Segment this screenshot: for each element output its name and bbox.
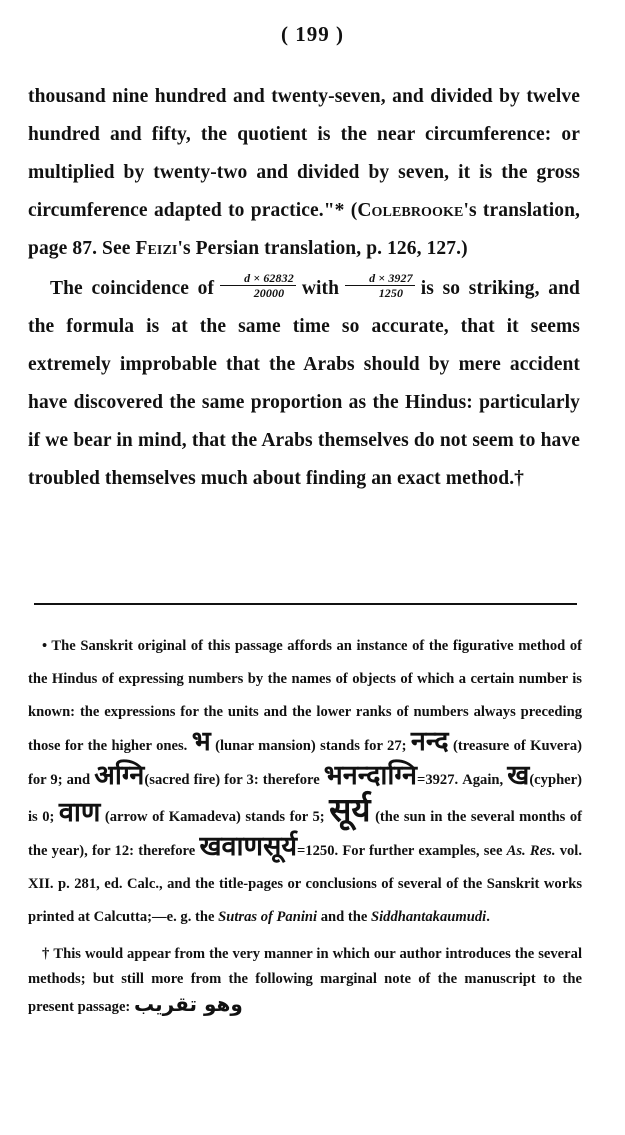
- para1-text-b: 's translation, page 87. See: [28, 200, 581, 259]
- fraction-2: [345, 271, 415, 300]
- paragraph-2: [28, 270, 580, 498]
- devanagari-nanda: नन्द: [410, 726, 449, 757]
- paragraph-1: [28, 78, 580, 268]
- para2-text-b: with: [301, 278, 340, 299]
- footnote-1-marker: •: [42, 638, 48, 654]
- ref-siddhanta: Siddhantakaumudi: [371, 909, 487, 925]
- fn1-text-d: (sacred fire) for 3: therefore: [144, 772, 324, 788]
- footnote-1: [28, 630, 582, 934]
- ref-as-res: As. Res.: [506, 843, 556, 859]
- fn1-text-a: The Sanskrit original of this passage affords an instance of the figurative method of the Hindus of expressing numbers by the names of objects of which a certain number is known: the expressions for the units and the lower ranks of numbers always preceding those for the higher ones.: [28, 638, 582, 754]
- fn1-text-i: =1250. For further examples, see: [296, 843, 507, 859]
- fn1-text-g: (arrow of Kamadeva) stands for 5;: [100, 809, 330, 825]
- fn1-text-l: .: [486, 909, 490, 925]
- page-number: ( 199 ): [281, 22, 344, 46]
- fraction-1-numerator: d × 62832: [220, 271, 296, 286]
- fraction-1-denominator: 20000: [253, 286, 285, 301]
- devanagari-bhanandagni: भनन्दाग्नि: [323, 760, 417, 791]
- footnotes: [28, 630, 582, 1020]
- devanagari-bana: वाण: [58, 797, 101, 828]
- footnote-2: [28, 942, 582, 1020]
- fn1-text-h: (the sun in the several months of the year), for 12: therefore: [28, 809, 583, 859]
- arabic-note: وهو تقريب: [133, 992, 243, 1016]
- fn1-text-b: (lunar mansion) stands for 27;: [210, 738, 411, 754]
- fn1-text-j: vol. XII. p. 281, ed. Calc., and the title-pages or conclusions of several of the Sanskrit works printed at Calcutta;—e. g. the: [28, 843, 582, 925]
- devanagari-kha: ख: [507, 760, 530, 791]
- fn2-text-a: This would appear from the very manner in which our author introduces the several methods; but still more from the following marginal note of the manuscript to the present passage:: [28, 946, 582, 1015]
- main-text: [28, 78, 580, 498]
- para2-text-a: The coincidence of: [50, 278, 215, 299]
- para1-text-c: 's Persian translation, p. 126, 127.): [177, 238, 468, 259]
- fraction-2-numerator: d × 3927: [345, 271, 415, 286]
- author-colebrooke: Colebrooke: [357, 200, 464, 221]
- devanagari-agni: अग्नि: [94, 760, 145, 791]
- fraction-1: [220, 271, 296, 300]
- footnote-divider: [34, 603, 577, 605]
- fn1-text-e: =3927. Again,: [417, 772, 508, 788]
- devanagari-khabanasurya: खवाणसूर्य: [199, 831, 297, 862]
- para1-text-a: thousand nine hundred and twenty-seven, and divided by twelve hundred and fifty, the quotient is the near circumference: or multiplied by twenty-two and divided by seven, it is the gross circumference adapted to practice."* (: [28, 86, 580, 221]
- fn1-text-c: (treasure of Kuvera) for 9; and: [28, 738, 582, 788]
- ref-sutras: Sutras of Panini: [218, 909, 318, 925]
- devanagari-bha: भ: [191, 726, 211, 757]
- fn1-text-f: (cypher) is 0;: [28, 772, 582, 825]
- author-feizi: Feizi: [135, 238, 178, 259]
- fraction-2-denominator: 1250: [378, 286, 404, 301]
- para2-text-c: is so striking, and the formula is at the same time so accurate, that it seems extremely improbable that the Arabs should by mere accident have discovered the same proportion as the Hindus: particularly if we bear in mind, that the Arabs themselves do not seem to have troubled themselves much about finding an exact method.†: [28, 278, 580, 489]
- fn1-text-k: and the: [317, 909, 371, 925]
- devanagari-surya: सूर्य: [329, 790, 371, 829]
- footnote-2-marker: †: [42, 946, 50, 962]
